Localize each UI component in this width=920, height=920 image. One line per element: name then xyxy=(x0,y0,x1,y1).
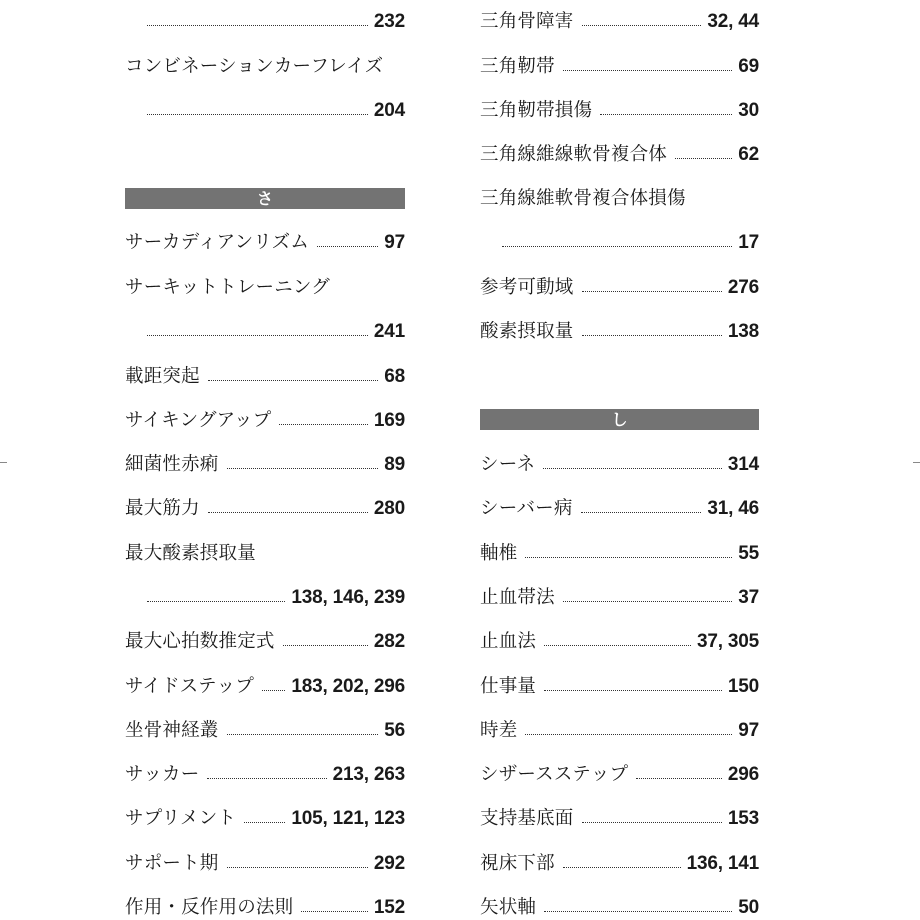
entry-pages: 138, 146, 239 xyxy=(291,587,405,608)
entry-term: シーバー病 xyxy=(480,498,573,519)
entry-pages: 62 xyxy=(738,144,759,165)
dot-leader xyxy=(543,468,722,469)
entry-pages: 169 xyxy=(373,410,405,431)
index-entry xyxy=(125,852,405,876)
index-entry xyxy=(480,675,759,699)
entry-pages: 213, 263 xyxy=(332,764,405,785)
entry-term: 細菌性赤痢 xyxy=(125,454,219,475)
index-entry xyxy=(125,896,405,920)
index-entry xyxy=(480,719,759,743)
index-entry xyxy=(125,276,405,300)
entry-term: 三角靭帯損傷 xyxy=(480,100,593,121)
index-entry xyxy=(125,55,405,79)
index-entry xyxy=(480,807,759,831)
entry-term: シーネ xyxy=(480,454,536,475)
entry-pages: 31, 46 xyxy=(707,498,759,519)
crop-mark-right xyxy=(913,462,920,463)
index-entry xyxy=(125,99,405,123)
dot-leader xyxy=(227,867,368,868)
index-entry xyxy=(480,10,759,34)
index-entry xyxy=(480,143,759,167)
entry-term: 止血帯法 xyxy=(480,587,555,608)
entry-pages: 280 xyxy=(373,498,405,519)
entry-pages: 105, 121, 123 xyxy=(291,808,405,829)
entry-pages: 150 xyxy=(727,676,759,697)
entry-term: 支持基底面 xyxy=(480,808,574,829)
entry-term: シザースステップ xyxy=(480,764,629,785)
entry-term: サイドステップ xyxy=(125,676,255,697)
entry-term: サーカディアンリズム xyxy=(125,232,310,253)
index-entry xyxy=(480,586,759,610)
entry-pages: 138 xyxy=(727,321,759,342)
dot-leader xyxy=(563,867,681,868)
dot-leader xyxy=(147,601,285,602)
dot-leader xyxy=(301,911,368,912)
entry-term: 仕事量 xyxy=(480,676,537,697)
entry-term: 最大心拍数推定式 xyxy=(125,631,275,652)
index-entry xyxy=(125,719,405,743)
dot-leader xyxy=(600,114,732,115)
dot-leader xyxy=(227,734,379,735)
entry-term: 載距突起 xyxy=(125,366,200,387)
dot-leader xyxy=(147,114,368,115)
entry-pages: 97 xyxy=(384,232,405,253)
entry-pages: 232 xyxy=(373,11,405,32)
entry-pages: 17 xyxy=(738,232,759,253)
entry-term: サーキットトレーニング xyxy=(125,277,330,298)
entry-term: 三角線維軟骨複合体損傷 xyxy=(480,188,686,209)
dot-leader xyxy=(675,158,732,159)
entry-pages: 37 xyxy=(738,587,759,608)
entry-term: 視床下部 xyxy=(480,853,555,874)
entry-pages: 69 xyxy=(738,56,759,77)
entry-pages: 55 xyxy=(738,543,759,564)
entry-pages: 314 xyxy=(727,454,759,475)
index-entry xyxy=(480,231,759,255)
entry-pages: 153 xyxy=(727,808,759,829)
index-entry xyxy=(125,630,405,654)
entry-term: サポート期 xyxy=(125,853,219,874)
index-entry xyxy=(125,497,405,521)
dot-leader xyxy=(544,690,722,691)
dot-leader xyxy=(207,778,326,779)
index-entry xyxy=(125,10,405,34)
entry-term: 参考可動域 xyxy=(480,277,574,298)
index-entry xyxy=(125,231,405,255)
crop-mark-left xyxy=(0,462,7,463)
index-entry xyxy=(125,320,405,344)
entry-term: 止血法 xyxy=(480,631,537,652)
entry-pages: 37, 305 xyxy=(697,631,759,652)
dot-leader xyxy=(279,424,367,425)
dot-leader xyxy=(502,246,732,247)
entry-pages: 56 xyxy=(384,720,405,741)
index-entry xyxy=(125,675,405,699)
dot-leader xyxy=(582,291,722,292)
dot-leader xyxy=(544,645,691,646)
entry-pages: 183, 202, 296 xyxy=(291,676,405,697)
entry-term: 三角骨障害 xyxy=(480,11,574,32)
index-entry xyxy=(480,99,759,123)
index-entry xyxy=(125,807,405,831)
entry-pages: 30 xyxy=(738,100,759,121)
dot-leader xyxy=(582,822,722,823)
entry-term: 三角線維線軟骨複合体 xyxy=(480,144,668,165)
entry-pages: 276 xyxy=(727,277,759,298)
entry-term: サイキングアップ xyxy=(125,410,272,431)
section-header-shi: し xyxy=(480,409,759,430)
index-entry xyxy=(480,276,759,300)
index-entry xyxy=(480,320,759,344)
index-entry xyxy=(125,542,405,566)
entry-pages: 292 xyxy=(373,853,405,874)
index-entry xyxy=(480,763,759,787)
index-entry xyxy=(125,763,405,787)
dot-leader xyxy=(147,335,368,336)
section-header-sa: さ xyxy=(125,188,405,209)
entry-term: サプリメント xyxy=(125,808,237,829)
dot-leader xyxy=(147,25,368,26)
entry-pages: 136, 141 xyxy=(686,853,759,874)
entry-term: 軸椎 xyxy=(480,543,518,564)
entry-term: 時差 xyxy=(480,720,518,741)
index-entry xyxy=(480,630,759,654)
index-entry xyxy=(480,896,759,920)
entry-pages: 152 xyxy=(373,897,405,918)
dot-leader xyxy=(227,468,379,469)
dot-leader xyxy=(525,557,732,558)
entry-pages: 32, 44 xyxy=(707,11,759,32)
dot-leader xyxy=(525,734,732,735)
dot-leader xyxy=(208,380,378,381)
dot-leader xyxy=(283,645,368,646)
dot-leader xyxy=(581,512,702,513)
entry-pages: 50 xyxy=(738,897,759,918)
dot-leader xyxy=(208,512,368,513)
dot-leader xyxy=(582,25,702,26)
dot-leader xyxy=(244,822,285,823)
entry-term: 最大酸素摂取量 xyxy=(125,543,256,564)
entry-pages: 296 xyxy=(727,764,759,785)
dot-leader xyxy=(544,911,732,912)
index-entry xyxy=(480,497,759,521)
entry-pages: 282 xyxy=(373,631,405,652)
entry-term: 作用・反作用の法則 xyxy=(125,897,294,918)
index-entry xyxy=(125,409,405,433)
index-entry xyxy=(480,187,759,211)
dot-leader xyxy=(563,601,732,602)
entry-term: 酸素摂取量 xyxy=(480,321,574,342)
entry-pages: 68 xyxy=(384,366,405,387)
index-entry xyxy=(125,586,405,610)
entry-pages: 97 xyxy=(738,720,759,741)
entry-term: 最大筋力 xyxy=(125,498,200,519)
entry-term: 矢状軸 xyxy=(480,897,537,918)
dot-leader xyxy=(262,690,285,691)
entry-term: サッカー xyxy=(125,764,200,785)
index-entry xyxy=(480,55,759,79)
index-entry xyxy=(480,542,759,566)
index-entry xyxy=(480,852,759,876)
index-entry xyxy=(125,453,405,477)
entry-term: 三角靭帯 xyxy=(480,56,555,77)
dot-leader xyxy=(636,778,722,779)
entry-term: コンビネーションカーフレイズ xyxy=(125,56,384,77)
entry-pages: 204 xyxy=(373,100,405,121)
entry-term: 坐骨神経叢 xyxy=(125,720,219,741)
entry-pages: 89 xyxy=(384,454,405,475)
dot-leader xyxy=(582,335,722,336)
index-entry xyxy=(480,453,759,477)
dot-leader xyxy=(317,246,378,247)
entry-pages: 241 xyxy=(373,321,405,342)
dot-leader xyxy=(563,70,732,71)
index-entry xyxy=(125,365,405,389)
